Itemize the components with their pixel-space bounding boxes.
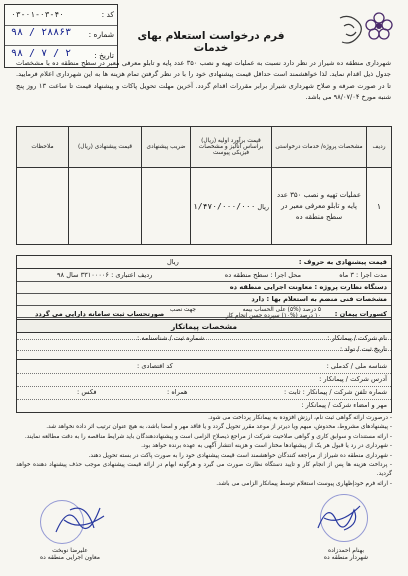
table-row [17, 168, 392, 245]
table-header-row [17, 127, 392, 168]
terms-notes [16, 414, 392, 489]
price-words-label: قیمت پیشنهادی به حروف : [298, 258, 387, 266]
tech-specs-text: مشخصات فنی منضم به استعلام بها : دارد [251, 295, 387, 303]
row-remarks-cell[interactable] [17, 168, 69, 245]
currency-label: ریال [257, 202, 270, 211]
meta-code-value: ۰۳-۰۱-۰۳-۴۰ [11, 10, 64, 19]
note-item: - شهرداری در رد یا قبول هر یک از پیشنهادها مختار است و هزینه انتشار آگهی به عهده برنده خواهد بود. [141, 443, 392, 450]
deputy-signature-icon [50, 498, 110, 540]
guarantee-install: جهت نصب [169, 307, 196, 313]
meta-date-label: تاریخ : [94, 51, 114, 60]
col-remarks: ملاحظات [17, 127, 69, 168]
national-id-label: شناسه ملی / کدملی : [326, 362, 387, 370]
company-name-label: نام شرکت / پیمانکار : [327, 334, 387, 342]
col-estimated-price: قیمت برآورد اولیه (ریال) براساس آنالیز و مشخصات فیزیکی پیوست [191, 127, 272, 168]
intro-paragraph: شهرداری منطقه ده شیراز در نظر دارد نسبت به عملیات تهیه و نصب ۳۵۰ عدد پایه و تابلو معرفی معبر در سطح منطقه ده با مشخصات جدول ذیل اقدام نماید. لذا خواهشمند است حداقل قیمت پیشنهادی خود را با در نظر گرفتن تمام هزینه ها به این شهرداری اعلام فرمایید. تا در صورت صرفه و صلاح شهرداری شیراز برابر مقررات اقدام گردد. آخرین مهلت تحویل پاکات و پیشنهاد قیمت تا ساعت ۱۳ روز پنج شنبه مورخ ۹۸/۰۷/۰۴ می باشد. [16, 59, 392, 102]
note-item: - درصورت ارائه گواهی ثبت نام، ارزش افزوده به پیمانکار پرداخت می شود. [208, 415, 392, 421]
estimated-amount: ۱/۴۷۰/۰۰۰/۰۰۰ [192, 201, 256, 211]
economic-code-label: کد اقتصادی : [137, 362, 173, 370]
deputy-title: معاون اجرایی منطقه ده [40, 554, 100, 561]
stamp-sign-label: مهر و امضاء شرکت / پیمانکار : [301, 401, 387, 409]
insurance-note: صورتحساب ثبت سامانه دارایی می گردد [35, 310, 165, 318]
contractor-section-title: مشخصات پیمانکار [16, 319, 392, 333]
location-text: محل اجرا : سطح منطقه ده [224, 271, 301, 279]
deputy-signature-block [20, 547, 120, 561]
fax-label: فکس : [77, 388, 97, 396]
meta-code-label: کد : [101, 10, 114, 19]
row-proposed-price-cell[interactable] [69, 168, 142, 245]
meta-number-label: شماره : [88, 30, 114, 39]
municipality-logo-icon [362, 9, 396, 43]
guarantee-insurance: ۵ درصد (%۵) علی الحساب بیمه [242, 307, 321, 313]
signature-scribble-icon [314, 498, 366, 538]
duration-text: مدت اجرا : ۳ ماه [339, 271, 387, 279]
price-in-words-row [16, 255, 392, 269]
contractor-info-box [16, 359, 392, 413]
meta-code-row [5, 5, 117, 26]
meta-date-value: ۹۸ / ۷ / ۲ [11, 48, 72, 59]
mobile-label: همراه : [167, 388, 188, 396]
col-description: مشخصات پروژه/ خدمات درخواستی [272, 127, 367, 168]
note-item: - پیشنهادهای مشروط، مخدوش، مبهم ویا دیرتر از موعد مقرر تحویل گردد و یا فاقد مهر و امضا باشد، به هیچ عنوان ترتیب اثر داده نخواهد شد. [46, 424, 392, 431]
reg-date-label: تاریخ ثبت / تولد : [340, 345, 387, 353]
calligraphy-emblem-icon [334, 12, 364, 52]
guarantee-label: کسورات پیمان : [334, 310, 387, 318]
mayor-signature-block [296, 547, 396, 561]
note-item: - شهرداری منطقه ده شیراز از مراجعه کنندگان خواهشمند است قیمت پیشنهادی خود را به صورت پاکت در بسته تحویل دهند. [88, 452, 392, 459]
deputy-name: علیرضا نوبخت [52, 547, 88, 554]
note-item: - ارائه مستندات و سوابق کاری و گواهی صلاحیت شرکت از مراجع ذیصلاح الزامی است و پیشنهاددهندگان باید شرایط مناقصه را به دقت مطالعه نمایند. [24, 433, 392, 440]
supervisor-text: دستگاه نظارت پروژه : معاونت اجرایی منطقه ده [229, 283, 387, 291]
document-title: فرم درخواست استعلام بهای خدمات [137, 30, 285, 54]
row-description-cell: عملیات تهیه و نصب ۳۵۰ عدد پایه و تابلو معرفی معبر در سطح منطقه ده [272, 168, 367, 245]
mayor-name: بهنام احمدزاده [327, 547, 365, 554]
row-number-cell: ۱ [367, 168, 392, 245]
reg-number-label: شماره ثبت / شناسنامه : [137, 334, 205, 342]
row-coefficient-cell[interactable] [142, 168, 191, 245]
phone-label: شماره تلفن شرکت / پیمانکار : ثابت : [284, 388, 387, 396]
meta-number-value: ۹۸ / ۲۸۸۶۳ [11, 27, 72, 38]
mayor-title: شهردار منطقه ده [323, 554, 369, 561]
row-estimated-price-cell [191, 168, 272, 245]
services-table [16, 126, 392, 245]
project-info-box [16, 268, 392, 360]
note-item: - ارائه فرم خودإظهاری پیوست استعلام توسط پیمانکار الزامی می باشد. [216, 480, 392, 487]
guarantee-deposit: ۱۰ درصد (%۱۰) سپرده حسن انجام کار [225, 313, 321, 319]
meta-number-row [5, 25, 117, 46]
col-proposed-price: قیمت پیشنهادی (ریال) [69, 127, 142, 168]
credit-text: ردیف اعتباری : ۳۳۱۰۰۰۰۶ سال ۹۸ [57, 271, 153, 279]
col-row-number: ردیف [367, 127, 392, 168]
col-coefficient: ضریب پیشنهادی [142, 127, 191, 168]
price-words-currency: ریال [167, 258, 179, 266]
note-item: - پرداخت هزینه ها پس از انجام کار و تایید دستگاه نظارت صورت می گیرد و هرگونه ابهام در ارائه قیمت پیشنهادی موجب حذف پیشنهاد دهنده خواهد گردید. [16, 462, 392, 478]
address-label: آدرس شرکت / پیمانکار : [319, 375, 387, 383]
